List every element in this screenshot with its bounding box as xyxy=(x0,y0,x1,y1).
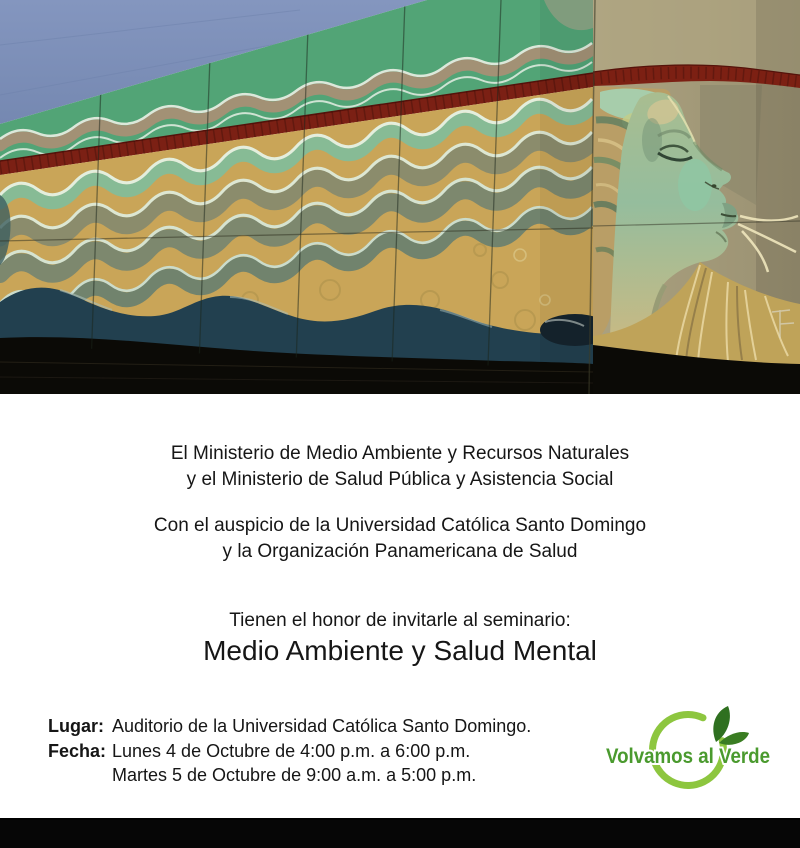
logo-text: Volvamos al Verde xyxy=(606,744,771,768)
hosts-line2: y el Ministerio de Salud Pública y Asistencia Social xyxy=(186,469,614,490)
footer-bar xyxy=(0,818,800,848)
hosts-text xyxy=(0,441,800,493)
date-value-1: Lunes 4 de Octubre de 4:00 p.m. a 6:00 p.m. xyxy=(112,740,471,761)
date-row-1 xyxy=(48,739,531,764)
date-row-2 xyxy=(48,763,531,788)
location-value: Auditorio de la Universidad Católica Santo Domingo. xyxy=(112,716,532,736)
seminar-title: Medio Ambiente y Salud Mental xyxy=(203,635,597,666)
leaf-icon xyxy=(713,706,749,745)
sponsors-line1: Con el auspicio de la Universidad Católica Santo Domingo xyxy=(153,515,647,536)
event-details xyxy=(48,714,531,788)
location-row xyxy=(48,714,531,739)
location-label: Lugar: xyxy=(48,716,104,736)
invitation-intro: Tienen el honor de invitarle al seminario: xyxy=(229,610,571,631)
mural-art xyxy=(0,0,800,394)
mural-photo xyxy=(0,0,800,394)
date-value-2: Martes 5 de Octubre de 9:00 a.m. a 5:00 p.m. xyxy=(112,765,477,785)
date-label-spacer xyxy=(48,763,112,788)
sponsors-text xyxy=(0,513,800,565)
date-label: Fecha: xyxy=(48,740,107,761)
logo-graphic xyxy=(600,696,776,808)
sponsors-line2: y la Organización Panamericana de Salud xyxy=(222,541,578,562)
volvamos-al-verde-logo xyxy=(600,696,776,808)
hosts-line1: El Ministerio de Medio Ambiente y Recursos Naturales xyxy=(170,443,630,464)
